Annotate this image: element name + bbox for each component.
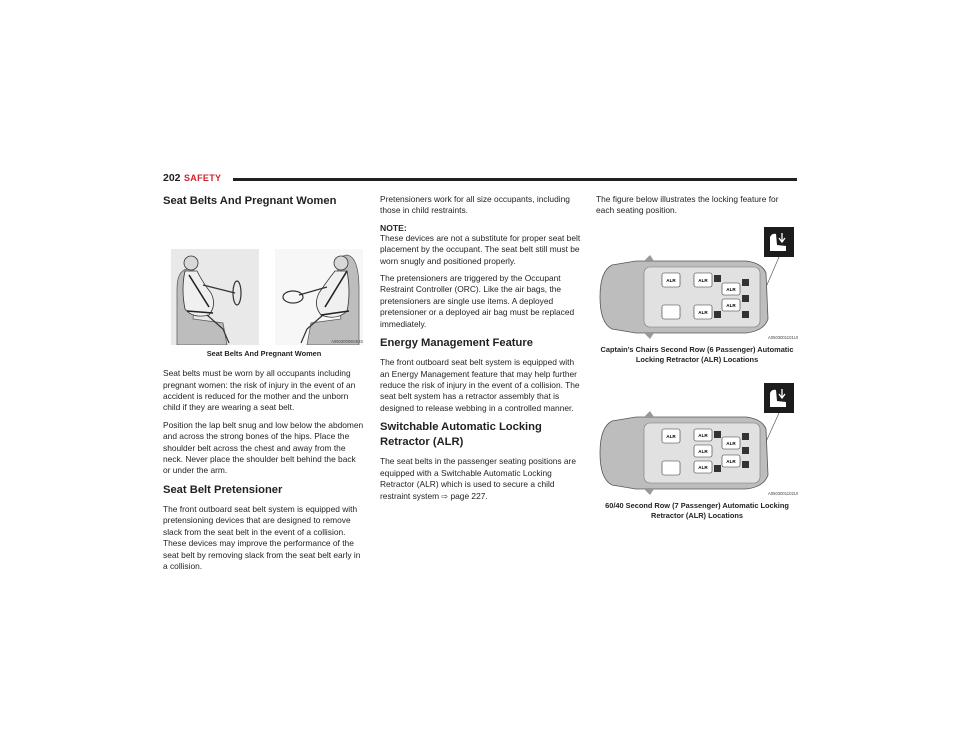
header-rule bbox=[233, 178, 797, 181]
note-label: NOTE: bbox=[380, 222, 407, 233]
column-3 bbox=[596, 194, 798, 530]
alr-label: ALR bbox=[726, 458, 736, 464]
note-text: These devices are not a substitute for proper seat belt placement by the occupant. The seat belt still must be worn snugly and positioned properly. bbox=[380, 232, 581, 266]
heading-switchable-alr: Switchable Automatic Locking Retractor (ALR) bbox=[380, 421, 542, 449]
figure-caption: Captain’s Chairs Second Row (6 Passenger) Automatic Locking Retractor (ALR) Locations bbox=[600, 344, 794, 364]
alr-label: ALR bbox=[726, 302, 736, 308]
paragraph: The front outboard seat belt system is equipped with an Energy Management feature that may help further reduce the risk of injury in the event of a collision. The seat belt system has a retractor assembly that is designed to release webbing in a controlled manner. bbox=[380, 357, 580, 413]
figure-id: A0503001102US bbox=[768, 490, 798, 496]
figure-id: A0503001101US bbox=[768, 334, 798, 340]
figure-caption: 60/40 Second Row (7 Passenger) Automatic Locking Retractor (ALR) Locations bbox=[605, 500, 789, 520]
column-1 bbox=[163, 194, 365, 578]
heading-seat-belts-pregnant: Seat Belts And Pregnant Women bbox=[163, 195, 337, 207]
paragraph: Position the lap belt snug and low below the abdomen and across the strong bones of the hips. Place the shoulder belt across the chest and away from the neck. Never place the shoulder belt behind the back or under the arm. bbox=[163, 419, 364, 476]
paragraph: The figure below illustrates the locking feature for each seating position. bbox=[596, 194, 779, 216]
pregnant-women-figure bbox=[163, 249, 365, 345]
alr-label: ALR bbox=[698, 448, 708, 454]
alr-60-40-diagram bbox=[596, 379, 798, 497]
alr-captains-chairs-diagram bbox=[596, 223, 798, 341]
alr-label: ALR bbox=[698, 277, 708, 283]
paragraph: The pretensioners are triggered by the Occupant Restraint Controller (ORC). Like the air bags, the pretensioners are single use items. A deployed pretensioner or a deployed air bag must be replaced immediately. bbox=[380, 273, 575, 329]
paragraph: Pretensioners work for all size occupants, including those in child restraints. bbox=[380, 194, 570, 216]
alr-label: ALR bbox=[698, 464, 708, 470]
column-2 bbox=[380, 194, 582, 508]
page-reference-arrow-icon: ⇨ bbox=[441, 491, 449, 501]
section-title: SAFETY bbox=[184, 173, 222, 183]
paragraph-text: The seat belts in the passenger seating positions are equipped with a Switchable Automatic Locking Retractor (ALR) which is used to secure a child restraint system bbox=[380, 456, 577, 501]
alr-captains-chairs-figure bbox=[596, 223, 798, 341]
page-number: 202 bbox=[163, 172, 181, 184]
paragraph: Seat belts must be worn by all occupants including pregnant women: the risk of injury in the event of an accident is reduced for the mother and the unborn child if they are wearing a seat belt. bbox=[163, 368, 356, 413]
paragraph: The front outboard seat belt system is equipped with pretensioning devices that are designed to remove slack from the seat belt in the event of a collision. These devices may improve the performance of the seat belt by removing slack from the seat belt early in a collision. bbox=[163, 503, 361, 571]
figure-id: A0503000603US bbox=[331, 339, 363, 345]
pregnant-women-illustration bbox=[163, 249, 365, 345]
alr-60-40-figure bbox=[596, 379, 798, 497]
alr-label: ALR bbox=[726, 440, 736, 446]
heading-energy-management: Energy Management Feature bbox=[380, 337, 533, 350]
alr-label: ALR bbox=[666, 433, 676, 439]
page-reference-link[interactable]: page 227. bbox=[448, 490, 488, 501]
heading-seat-belt-pretensioner: Seat Belt Pretensioner bbox=[163, 483, 283, 496]
paragraph bbox=[380, 456, 582, 502]
alr-label: ALR bbox=[698, 309, 708, 315]
alr-label: ALR bbox=[726, 286, 736, 292]
alr-label: ALR bbox=[698, 432, 708, 438]
figure-caption: Seat Belts And Pregnant Women bbox=[206, 349, 322, 359]
alr-label: ALR bbox=[666, 277, 676, 283]
page-header bbox=[163, 172, 797, 188]
